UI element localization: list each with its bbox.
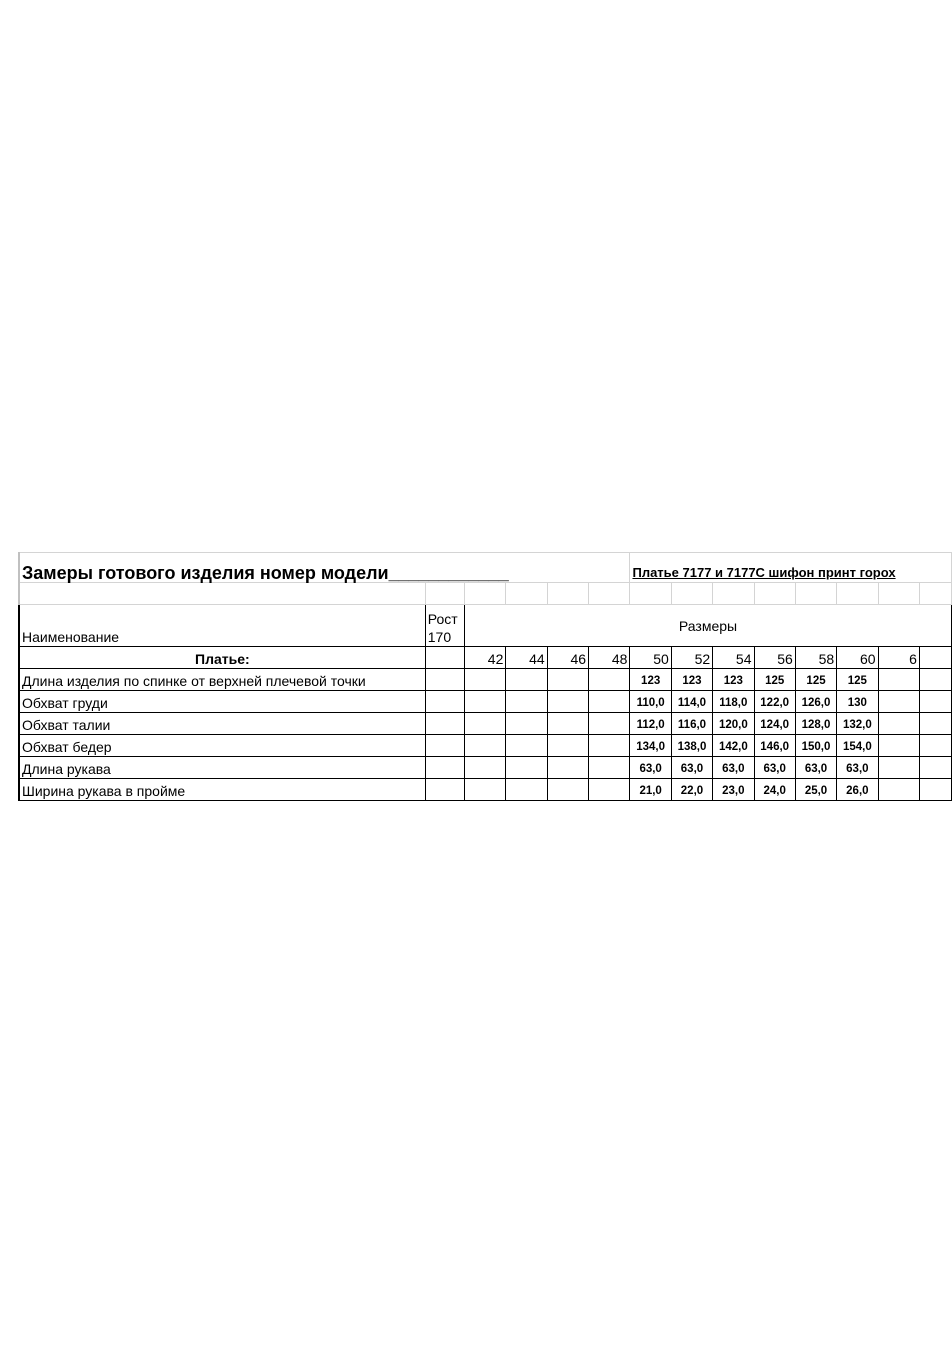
measurement-value: [506, 735, 547, 757]
measurement-value: 112,0: [630, 713, 671, 735]
measurement-value: 150,0: [795, 735, 836, 757]
measurement-value: 63,0: [713, 757, 754, 779]
measurement-value: [506, 713, 547, 735]
header-row: [19, 605, 952, 647]
measurement-value: 63,0: [630, 757, 671, 779]
measurement-value: [547, 713, 588, 735]
measurement-value: 125: [837, 669, 878, 691]
rost-label: Рост: [427, 611, 458, 627]
model-name: Платье 7177 и 7177С шифон принт горох: [630, 553, 952, 583]
sizes-row: [19, 647, 952, 669]
size-header: 52: [671, 647, 712, 669]
measurement-value: [547, 779, 588, 801]
measurement-value: [506, 779, 547, 801]
measurement-value: [547, 757, 588, 779]
measurement-value: [589, 691, 630, 713]
measurement-row: [19, 735, 952, 757]
measurement-value: [589, 757, 630, 779]
measurement-name: Обхват талии: [19, 713, 425, 735]
measurement-value: [878, 713, 919, 735]
measurement-name: Длина изделия по спинке от верхней плечевой точки: [19, 669, 425, 691]
measurement-value: [547, 691, 588, 713]
measurement-value: [589, 713, 630, 735]
measurement-name: Длина рукава: [19, 757, 425, 779]
measurement-value: 116,0: [671, 713, 712, 735]
measurement-value: [878, 669, 919, 691]
name-column-header: Наименование: [19, 605, 425, 647]
rost-header: [425, 605, 464, 647]
measurement-row: [19, 713, 952, 735]
measurement-value: 63,0: [754, 757, 795, 779]
measurement-value: 122,0: [754, 691, 795, 713]
size-header: 46: [547, 647, 588, 669]
measurement-name: Ширина рукава в пройме: [19, 779, 425, 801]
measurement-value: 138,0: [671, 735, 712, 757]
measurement-row: [19, 757, 952, 779]
measurement-value: 124,0: [754, 713, 795, 735]
measurement-value: [547, 669, 588, 691]
measurement-value: 24,0: [754, 779, 795, 801]
sizes-header: Размеры: [465, 605, 952, 647]
size-header: 44: [506, 647, 547, 669]
measurement-value: [589, 779, 630, 801]
measurement-value: [878, 757, 919, 779]
measurement-value: [589, 735, 630, 757]
measurement-value: 63,0: [837, 757, 878, 779]
size-header: 58: [795, 647, 836, 669]
measurement-row: [19, 669, 952, 691]
measurement-value: 130: [837, 691, 878, 713]
measurement-name: Обхват бедер: [19, 735, 425, 757]
size-header: 50: [630, 647, 671, 669]
measurement-value: 146,0: [754, 735, 795, 757]
measurement-value: 26,0: [837, 779, 878, 801]
measurement-value: 120,0: [713, 713, 754, 735]
empty-row: [19, 583, 952, 605]
measurement-table: [18, 552, 952, 801]
measurement-value: 123: [713, 669, 754, 691]
measurement-value: [878, 735, 919, 757]
measurement-value: 142,0: [713, 735, 754, 757]
measurement-row: [19, 779, 952, 801]
measurement-value: 22,0: [671, 779, 712, 801]
measurement-value: [878, 691, 919, 713]
measurement-value: 21,0: [630, 779, 671, 801]
measurement-value: 132,0: [837, 713, 878, 735]
measurement-value: 114,0: [671, 691, 712, 713]
measurement-value: [506, 691, 547, 713]
measurement-value: 128,0: [795, 713, 836, 735]
measurement-value: 23,0: [713, 779, 754, 801]
measurement-row: [19, 691, 952, 713]
section-label: Платье:: [19, 647, 425, 669]
size-header: 54: [713, 647, 754, 669]
measurement-value: 154,0: [837, 735, 878, 757]
measurement-value: 123: [630, 669, 671, 691]
measurement-name: Обхват груди: [19, 691, 425, 713]
measurement-value: 126,0: [795, 691, 836, 713]
measurement-value: 25,0: [795, 779, 836, 801]
measurement-value: 134,0: [630, 735, 671, 757]
measurement-value: [547, 735, 588, 757]
measurement-value: 123: [671, 669, 712, 691]
measurement-value: [878, 779, 919, 801]
measurement-value: [465, 779, 506, 801]
measurement-value: [465, 691, 506, 713]
measurement-value: [465, 669, 506, 691]
title-row: [19, 553, 952, 583]
measurement-value: 63,0: [795, 757, 836, 779]
size-header: 42: [465, 647, 506, 669]
measurement-value: 63,0: [671, 757, 712, 779]
size-header: 6: [878, 647, 919, 669]
measurement-sheet: [18, 552, 917, 808]
measurement-value: [589, 669, 630, 691]
measurement-value: 125: [754, 669, 795, 691]
measurement-value: [465, 757, 506, 779]
measurement-value: [465, 713, 506, 735]
measurement-value: 110,0: [630, 691, 671, 713]
size-header: 56: [754, 647, 795, 669]
measurement-value: [465, 735, 506, 757]
size-header: 60: [837, 647, 878, 669]
measurement-value: [506, 669, 547, 691]
measurement-value: 118,0: [713, 691, 754, 713]
size-header: 48: [589, 647, 630, 669]
rost-value: 170: [427, 629, 452, 645]
sheet-title: Замеры готового изделия номер модели____________: [19, 553, 630, 583]
measurement-value: 125: [795, 669, 836, 691]
measurement-value: [506, 757, 547, 779]
